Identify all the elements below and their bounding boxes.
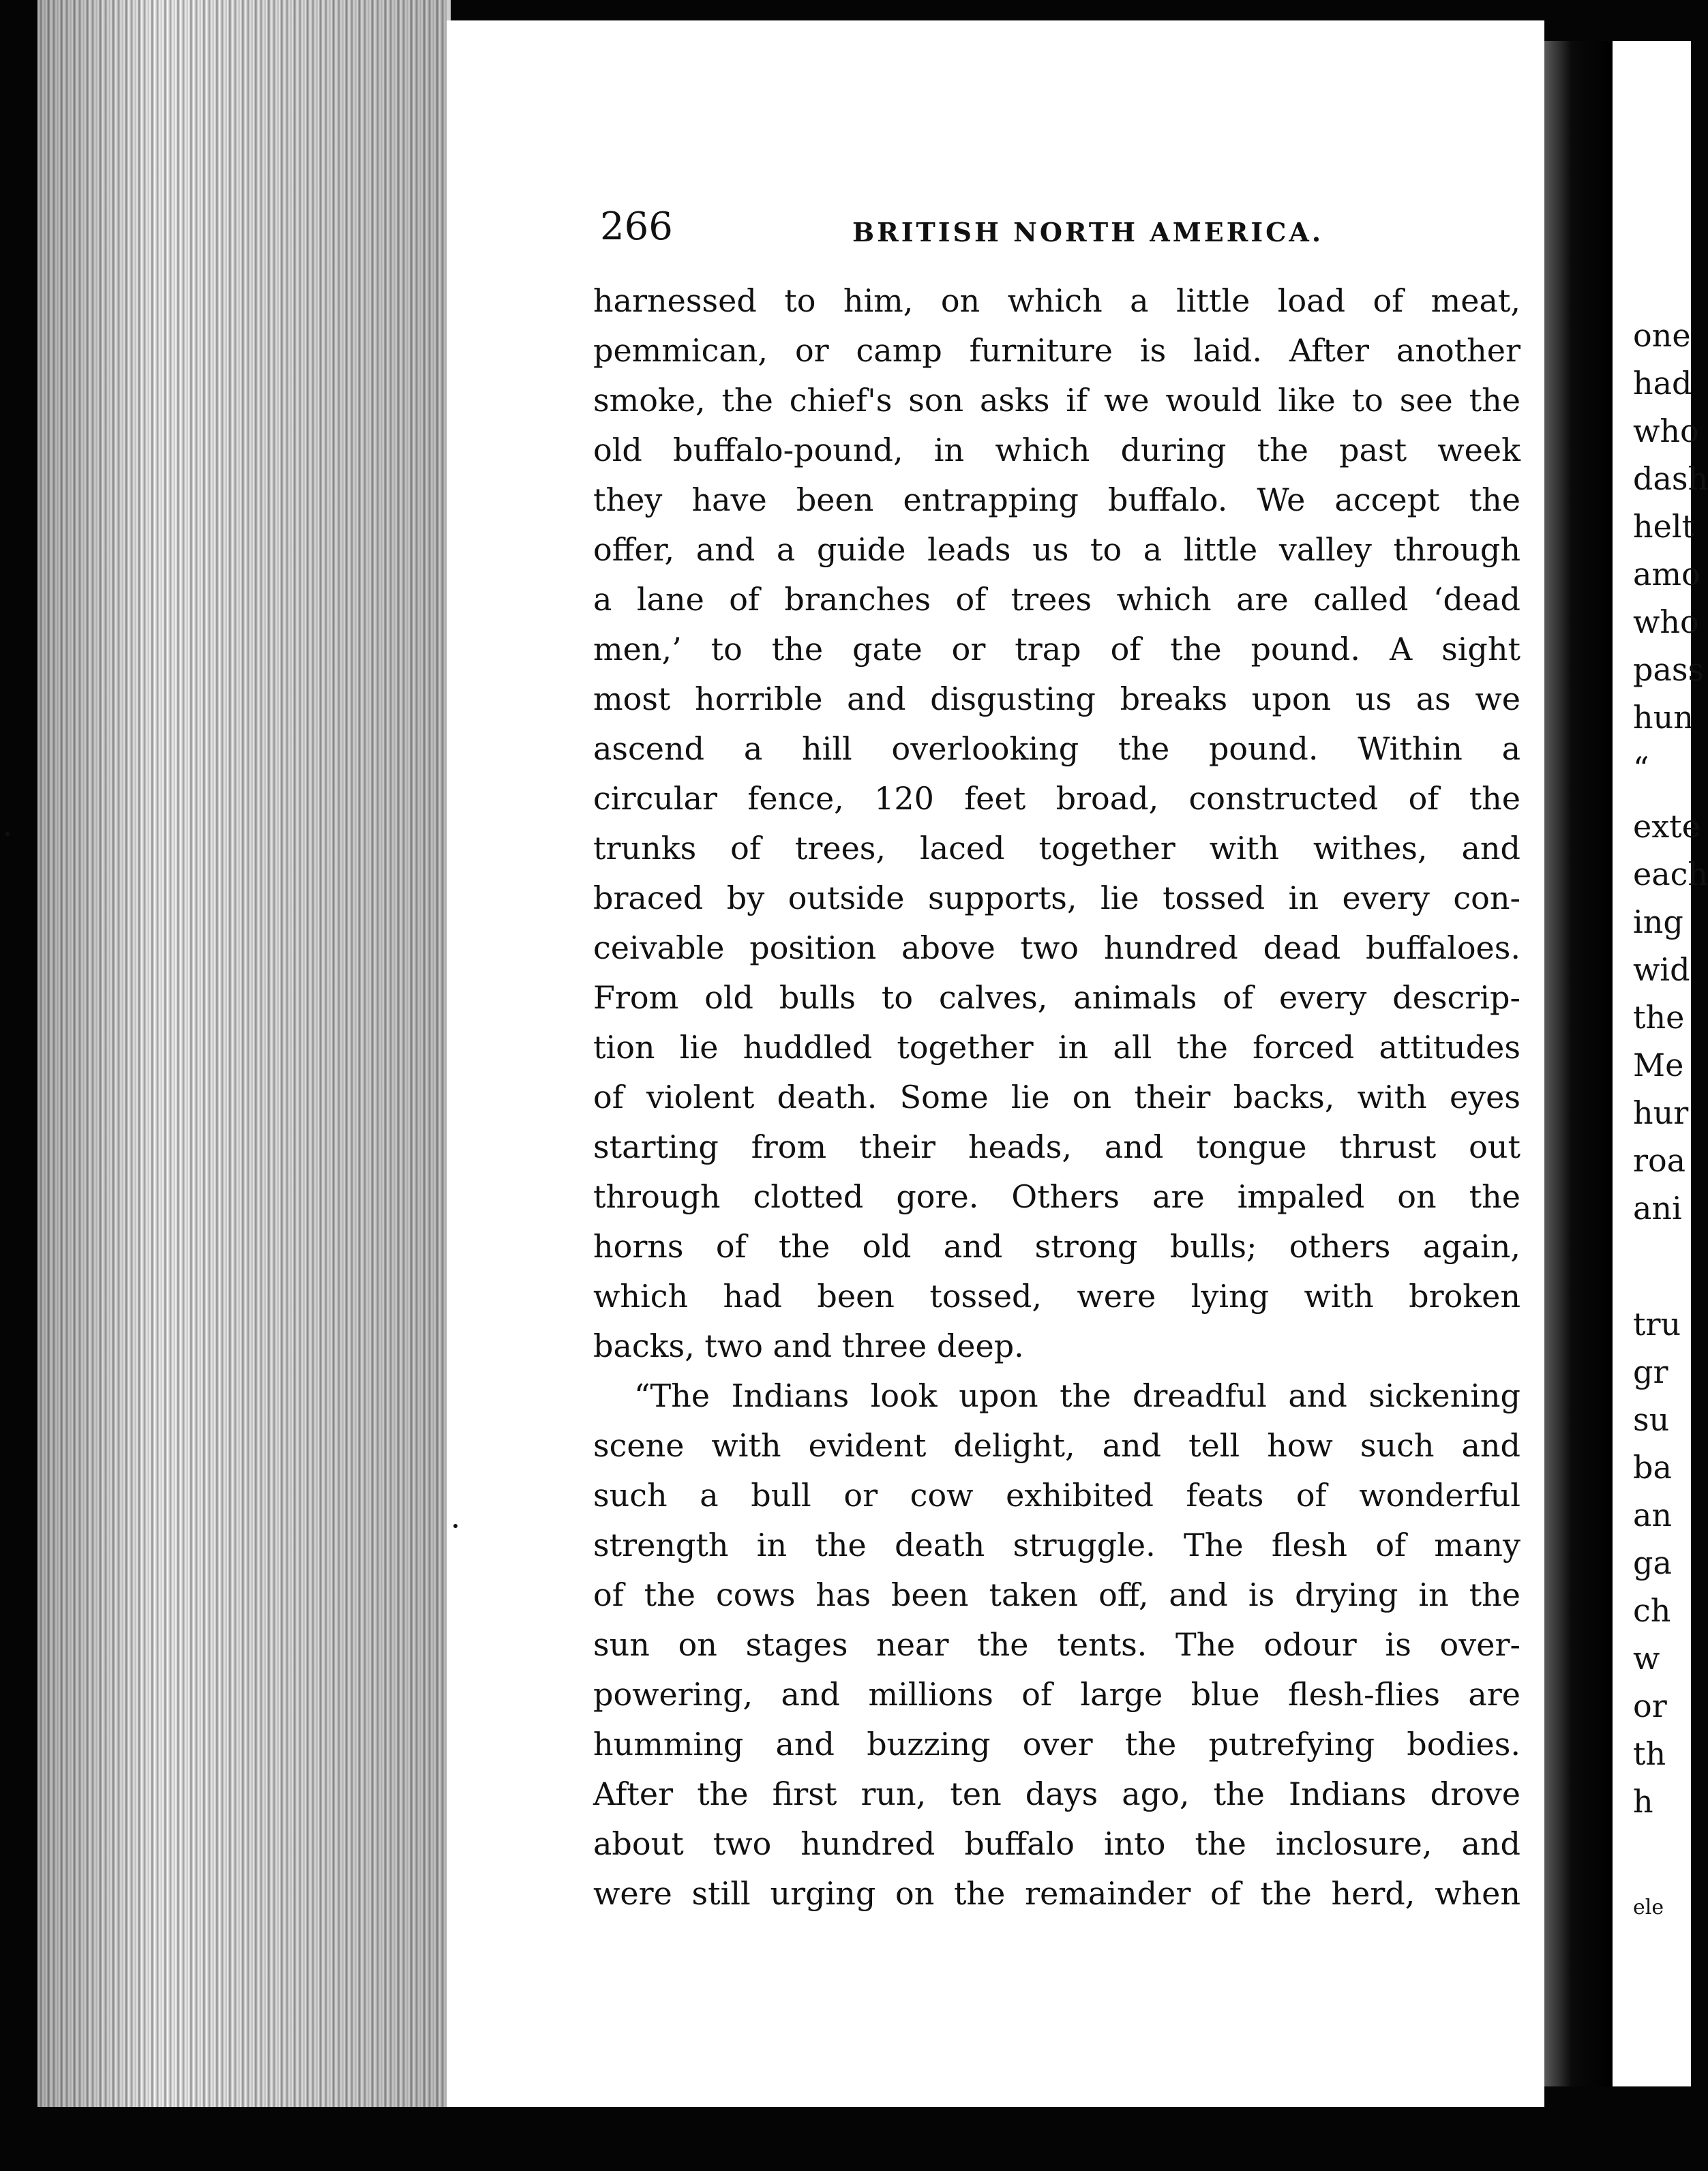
facing-page-fragment: ba — [1633, 1449, 1672, 1486]
text-line: which had been tossed, were lying with broken — [593, 1278, 1520, 1315]
facing-page-fragment: ani — [1633, 1190, 1682, 1227]
facing-page-fragment: h — [1633, 1783, 1653, 1820]
text-line: pemmican, or camp furniture is laid. After another — [593, 332, 1520, 369]
paragraph-start-line: “The Indians look upon the dreadful and sickening — [634, 1377, 1520, 1414]
facing-page-fragment: su — [1633, 1401, 1670, 1438]
text-line: through clotted gore. Others are impaled on the — [593, 1178, 1520, 1215]
text-line: about two hundred buffalo into the inclosure, and — [593, 1825, 1520, 1862]
facing-page-fragment: hun — [1633, 699, 1694, 736]
facing-page-fragment: ing — [1633, 903, 1683, 940]
text-line: ceivable position above two hundred dead buffaloes. — [593, 929, 1520, 966]
facing-page-fragment: helt — [1633, 508, 1695, 545]
facing-page-fragment: an — [1633, 1497, 1673, 1533]
text-line: scene with evident delight, and tell how such and — [593, 1427, 1520, 1464]
text-line: men,’ to the gate or trap of the pound. A sight — [593, 631, 1520, 668]
page-body-text — [593, 276, 1520, 1919]
facing-page-fragment: “ — [1633, 750, 1649, 787]
text-line: such a bull or cow exhibited feats of wonderful — [593, 1477, 1520, 1514]
facing-page-fragment: exte — [1633, 808, 1700, 845]
facing-page-fragment: wid — [1633, 951, 1690, 988]
facing-page-fragment: had — [1633, 365, 1692, 402]
facing-page-fragment: Me — [1633, 1047, 1684, 1083]
facing-page-fragment: ele — [1633, 1896, 1664, 1919]
facing-page-fragment: ga — [1633, 1544, 1672, 1581]
ink-speck — [5, 832, 10, 836]
facing-page-fragment: who — [1633, 603, 1699, 640]
facing-page-fragment: amo — [1633, 556, 1700, 593]
facing-page-fragment: who — [1633, 413, 1699, 449]
text-line: trunks of trees, laced together with withes, and — [593, 830, 1520, 867]
facing-page-fragment: one — [1633, 317, 1691, 354]
book-gutter — [1544, 41, 1613, 2086]
running-title: BRITISH NORTH AMERICA. — [852, 217, 1324, 248]
text-line: After the first run, ten days ago, the Indians drove — [593, 1776, 1520, 1812]
facing-page-fragment: or — [1633, 1688, 1667, 1724]
facing-page-fragment: th — [1633, 1735, 1666, 1772]
facing-page-fragment: pass — [1633, 651, 1705, 688]
text-line: humming and buzzing over the putrefying bodies. — [593, 1726, 1520, 1763]
text-line: starting from their heads, and tongue thrust out — [593, 1128, 1520, 1165]
facing-page-fragment: the — [1633, 999, 1685, 1036]
facing-page-fragment: hur — [1633, 1094, 1689, 1131]
facing-page — [1613, 41, 1708, 2086]
facing-page-fragment: dash — [1633, 460, 1708, 497]
text-line: of violent death. Some lie on their backs, with eyes — [593, 1079, 1520, 1116]
facing-page-fragment: roa — [1633, 1142, 1686, 1179]
text-line: were still urging on the remainder of the herd, when — [593, 1875, 1520, 1912]
facing-page-fragment: gr — [1633, 1353, 1668, 1390]
facing-page-fragment: each — [1633, 856, 1708, 893]
text-line: strength in the death struggle. The flesh of many — [593, 1527, 1520, 1563]
text-line: smoke, the chief's son asks if we would like to see the — [593, 382, 1520, 419]
text-line: circular fence, 120 feet broad, constructed of the — [593, 780, 1520, 817]
text-line: ascend a hill overlooking the pound. Within a — [593, 730, 1520, 767]
running-header — [600, 205, 1514, 259]
text-line: a lane of branches of trees which are called ‘dead — [593, 581, 1520, 618]
text-line: horns of the old and strong bulls; others again, — [593, 1228, 1520, 1265]
text-line: of the cows has been taken off, and is drying in the — [593, 1576, 1520, 1613]
text-line: harnessed to him, on which a little load of meat, — [593, 282, 1520, 319]
paragraph-end-line: backs, two and three deep. — [593, 1328, 1024, 1364]
text-line: From old bulls to calves, animals of every descrip- — [593, 979, 1520, 1016]
text-line: braced by outside supports, lie tossed in every con- — [593, 880, 1520, 916]
text-line: most horrible and disgusting breaks upon us as we — [593, 680, 1520, 717]
text-line: offer, and a guide leads us to a little valley through — [593, 531, 1520, 568]
page-edge-shadow — [38, 0, 447, 2107]
text-line: sun on stages near the tents. The odour is over- — [593, 1626, 1520, 1663]
text-line: old buffalo-pound, in which during the past week — [593, 432, 1520, 468]
facing-page-fragment: w — [1633, 1640, 1660, 1677]
text-line: they have been entrapping buffalo. We accept the — [593, 481, 1520, 518]
ink-speck — [453, 1524, 458, 1528]
text-line: tion lie huddled together in all the forced attitudes — [593, 1029, 1520, 1066]
facing-page-fragment: ch — [1633, 1592, 1671, 1629]
text-line: powering, and millions of large blue flesh-flies are — [593, 1676, 1520, 1713]
page-number: 266 — [600, 205, 673, 249]
facing-page-fragment: tru — [1633, 1306, 1681, 1343]
